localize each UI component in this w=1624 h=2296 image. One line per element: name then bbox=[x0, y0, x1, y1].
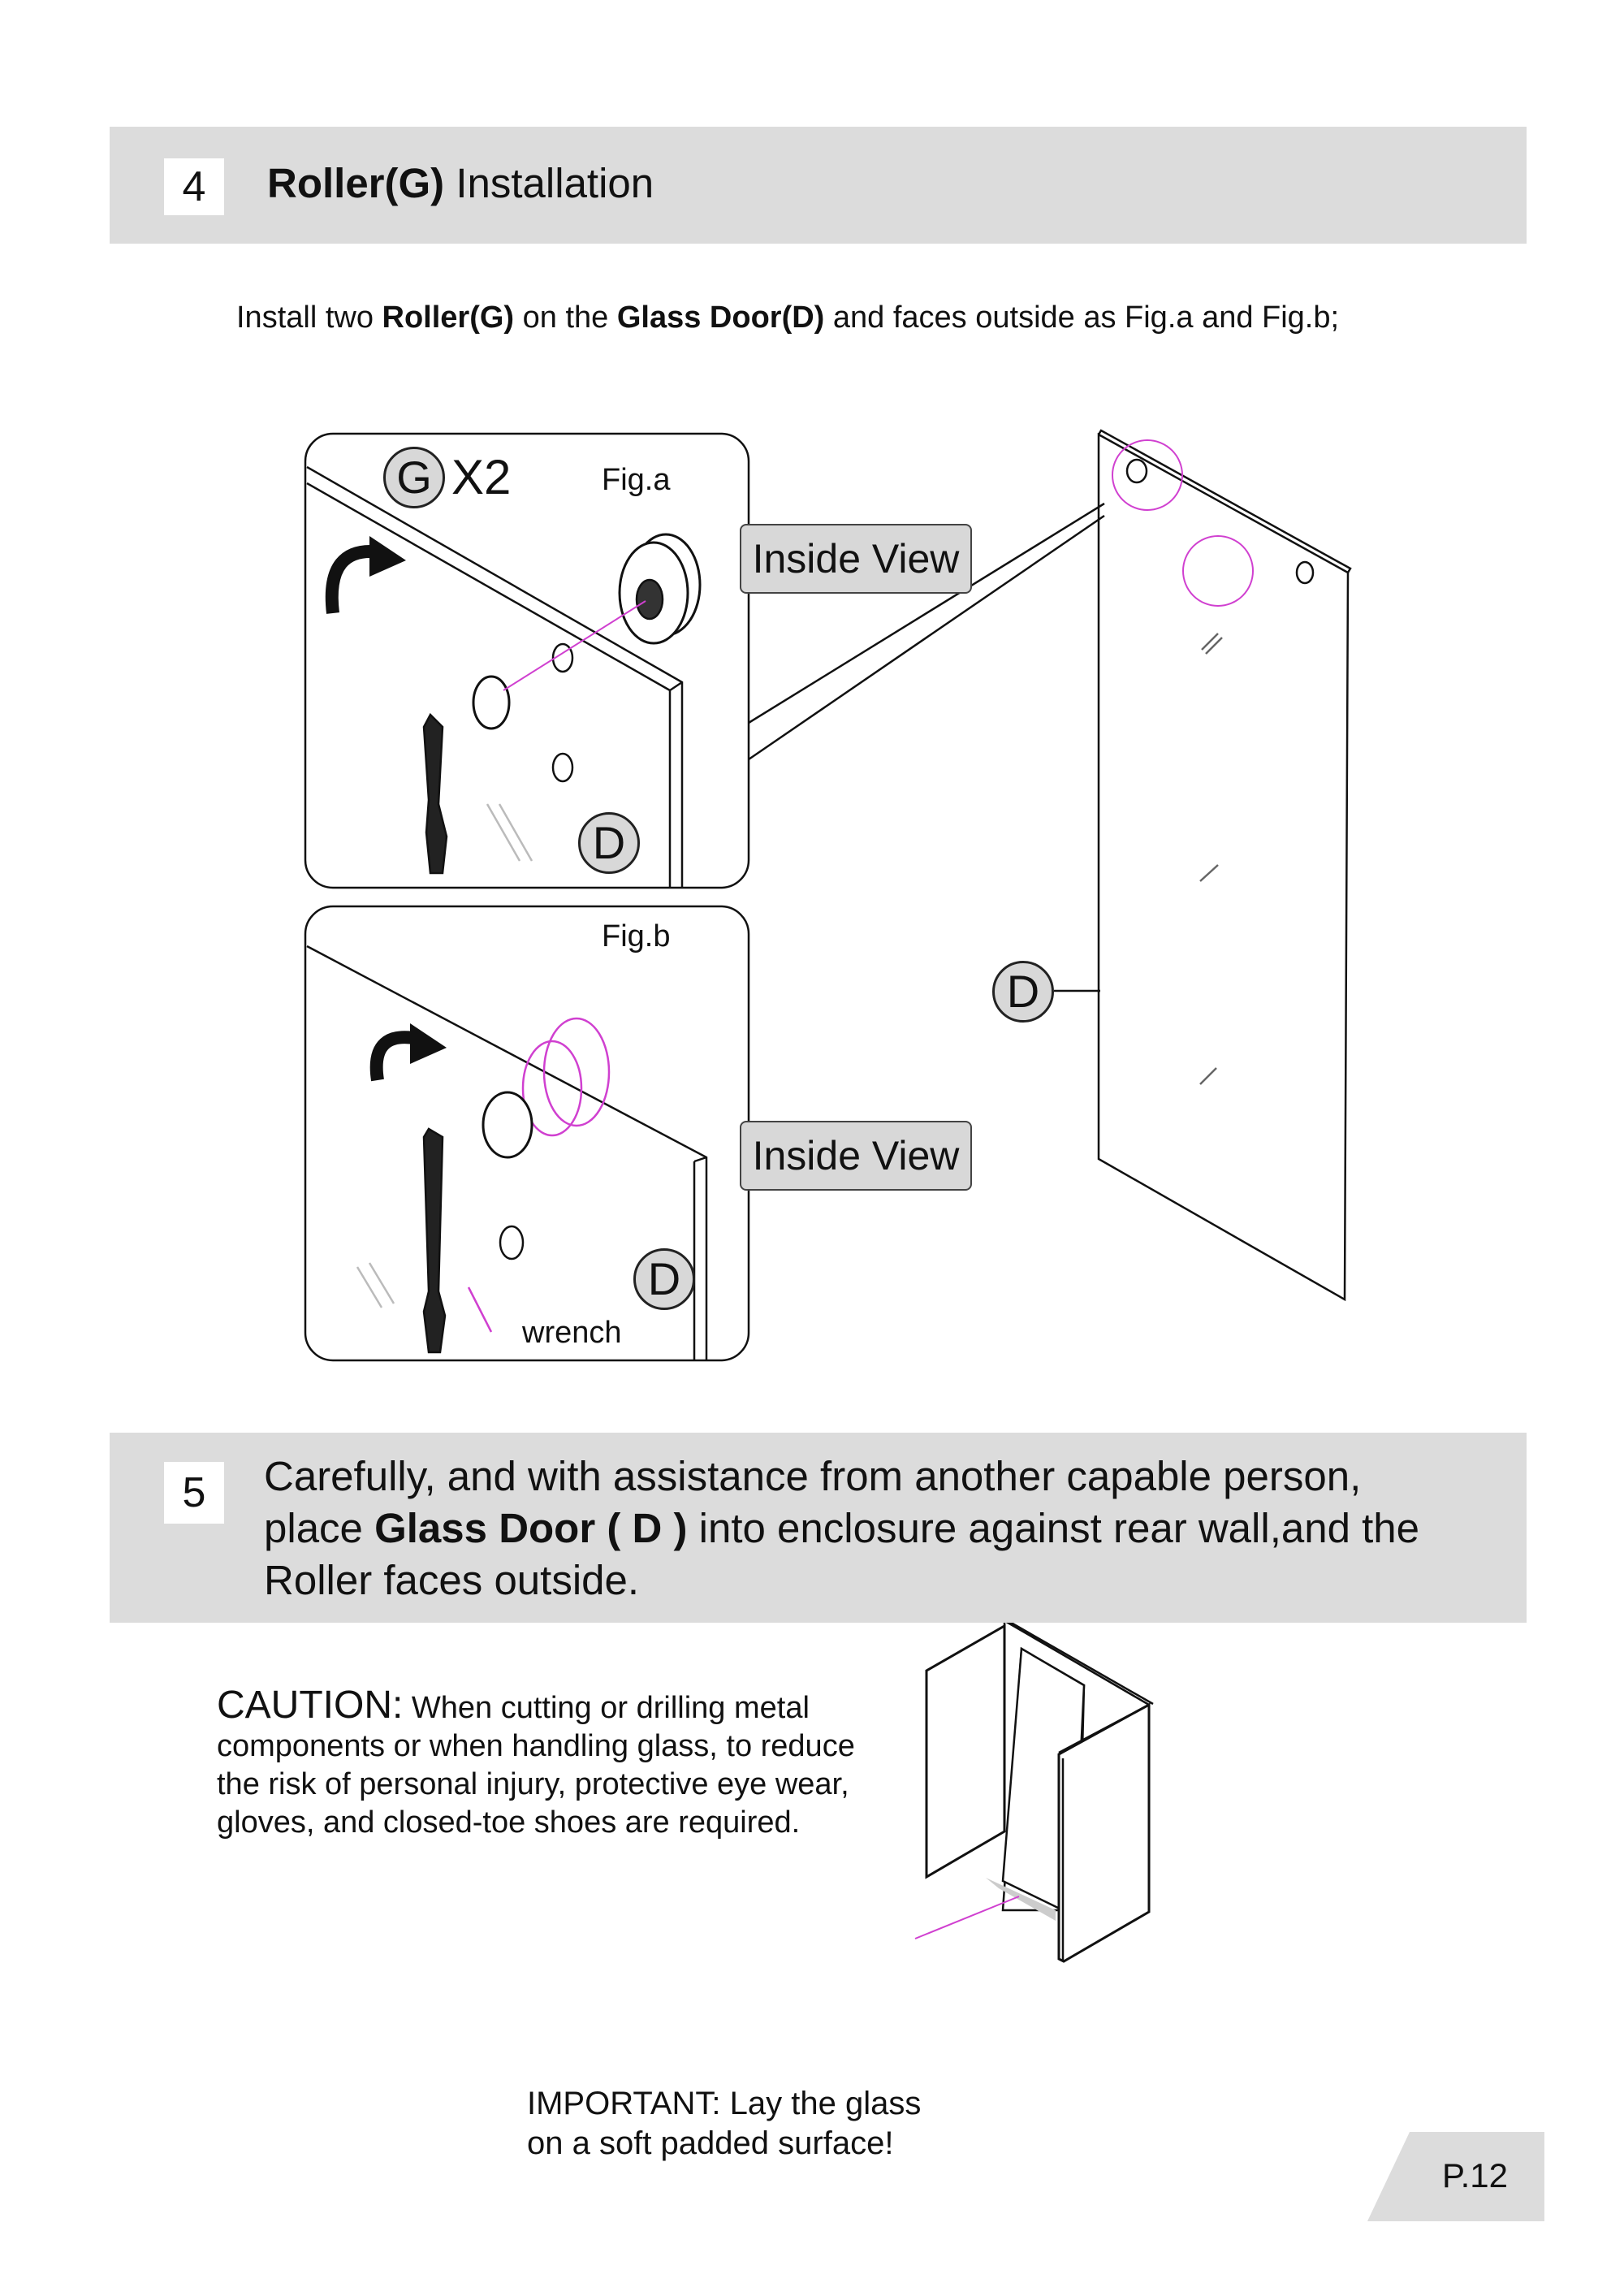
page-number: P.12 bbox=[1442, 2156, 1508, 2194]
wrench-label: wrench bbox=[522, 1316, 622, 1350]
caution-line2: components or when handling glass, to reduce bbox=[217, 1729, 855, 1763]
instr-bold-roller: Roller(G) bbox=[382, 301, 515, 335]
important-line2: on a soft padded surface! bbox=[527, 2125, 894, 2161]
inside-view-label-b: Inside View bbox=[740, 1121, 972, 1191]
step4-title-rest: Installation bbox=[444, 160, 654, 206]
door-d-badge-a: D bbox=[578, 812, 640, 874]
step4-title-bold: Roller(G) bbox=[267, 160, 445, 206]
caution-line4: gloves, and closed-toe shoes are required. bbox=[217, 1805, 801, 1840]
caution-block bbox=[217, 1686, 855, 1842]
step5-line1: Carefully, and with assistance from another capable person, bbox=[264, 1453, 1362, 1499]
step5-bold-door: Glass Door ( D ) bbox=[374, 1505, 688, 1551]
step4-number: 4 bbox=[164, 158, 224, 215]
fig-b-caption: Fig.b bbox=[602, 919, 671, 953]
instr-bold-door: Glass Door(D) bbox=[616, 301, 825, 335]
step5-line3: Roller faces outside. bbox=[264, 1557, 640, 1603]
important-note bbox=[527, 2084, 921, 2164]
door-d-badge-b: D bbox=[633, 1248, 695, 1310]
important-line1: IMPORTANT: Lay the glass bbox=[527, 2086, 922, 2121]
quantity-label: X2 bbox=[451, 450, 512, 504]
wrench-icon bbox=[424, 715, 447, 873]
step5-text-part: place bbox=[264, 1505, 375, 1551]
panel-d-badge: D bbox=[992, 961, 1054, 1023]
instr-text: on the bbox=[514, 301, 617, 335]
instr-text: and faces outside as Fig.a and Fig.b; bbox=[824, 301, 1340, 335]
step5-number: 5 bbox=[164, 1462, 224, 1524]
caution-line3: the risk of personal injury, protective eye wear, bbox=[217, 1767, 849, 1801]
part-g-badge: G bbox=[383, 447, 445, 508]
inside-view-label-a: Inside View bbox=[740, 524, 972, 594]
caution-line1: When cutting or drilling metal bbox=[403, 1691, 810, 1725]
step5-text bbox=[264, 1451, 1419, 1606]
step5-text-part: into enclosure against rear wall,and the bbox=[687, 1505, 1420, 1551]
fig-a-caption: Fig.a bbox=[602, 463, 671, 497]
instr-text: Install two bbox=[236, 301, 382, 335]
caution-heading: CAUTION: bbox=[217, 1684, 404, 1727]
step5-line2 bbox=[264, 1503, 1419, 1554]
